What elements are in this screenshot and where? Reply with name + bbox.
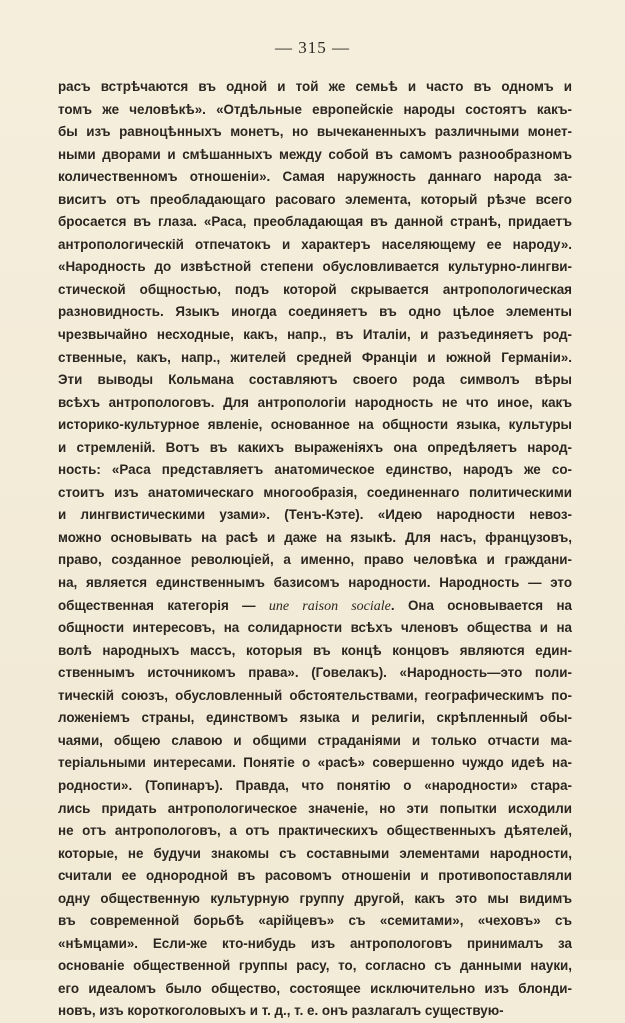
text-line: расъ встрѣчаются въ одной и той же семьѣ и часто въ одномъ и bbox=[58, 79, 572, 94]
text-line: лись придать антропологическое значеніе, но эти попытки исходили bbox=[58, 800, 572, 816]
text-line: Эти выводы Кольмана составляютъ своего рода символъ вѣры bbox=[58, 372, 572, 388]
text-line: общности интересовъ, на солидарности всѣхъ членовъ общества и на bbox=[58, 620, 572, 636]
text-line: количественномъ отношеніи». Самая наружность даннаго народа за- bbox=[58, 169, 572, 185]
text-line: ственные, какъ, напр., жителей средней Франціи и южной Германіи». bbox=[58, 349, 572, 365]
text-line: считали ее однородной въ расовомъ отношеніи и противопоставляли bbox=[58, 868, 572, 884]
body-text bbox=[58, 76, 572, 1023]
text-line: виситъ отъ преобладающаго расоваго элемента, который рѣзче всего bbox=[58, 191, 572, 207]
text-line: одну общественную культурную группу другой, какъ это мы видимъ bbox=[58, 890, 572, 906]
text-line: ложеніемъ страны, единствомъ языка и религіи, скрѣпленный обы- bbox=[58, 710, 572, 726]
text-line: ность: «Раса представляетъ анатомическое единство, народъ же со- bbox=[58, 462, 572, 478]
text-line: на, является единственнымъ базисомъ народности. Народность — это bbox=[58, 575, 572, 591]
text-line: можно основывать на расѣ и даже на языкѣ. Для насъ, французовъ, bbox=[58, 529, 572, 545]
text-line: его идеаломъ было общество, состоящее исключительно изъ блонди- bbox=[58, 980, 572, 996]
text-line: общественная категорія — une raison sociale. Она основывается на bbox=[58, 597, 572, 614]
text-line: ственнымъ источникомъ права». (Говелакъ). «Народность—это поли- bbox=[58, 665, 572, 681]
text-line: бы изъ равноцѣнныхъ монетъ, но вычеканенныхъ различными монет- bbox=[58, 124, 572, 140]
text-line: тическій союзъ, обусловленный обстоятельствами, географическимъ по- bbox=[58, 687, 572, 703]
text-line: новъ, изъ короткоголовыхъ и т. д., т. е. онъ разлагалъ существую- bbox=[58, 1003, 504, 1019]
text-line: родности». (Топинаръ). Правда, что понятію о «народности» стара- bbox=[58, 777, 572, 793]
text-line: «Народность до извѣстной степени обусловливается культурно-лингви- bbox=[58, 259, 572, 275]
text-line: которые, не будучи знакомы съ составными элементами народности, bbox=[58, 845, 572, 861]
text-line: стической общностью, подъ которой скрывается антропологическая bbox=[58, 281, 572, 297]
text-line: разновидность. Языкъ иногда соединяетъ въ одно цѣлое элементы bbox=[58, 304, 572, 320]
page-number: — 315 — bbox=[275, 38, 350, 57]
text-line: основаніе общественной группы расу, то, согласно съ данными науки, bbox=[58, 958, 572, 974]
text-line: всѣхъ антропологовъ. Для антропологіи народность не что иное, какъ bbox=[58, 394, 572, 410]
italic-phrase: une raison sociale bbox=[268, 598, 391, 614]
text-line: антропологическій отпечатокъ и характеръ населяющему ее народу». bbox=[58, 236, 572, 252]
text-line: чрезвычайно несходные, какъ, напр., въ Италіи, и разъединяетъ род- bbox=[58, 327, 572, 343]
text-line: стоитъ изъ анатомическаго многообразія, соединеннаго политическими bbox=[58, 484, 572, 500]
text-line: право, созданное революціей, а именно, право человѣка и граждани- bbox=[58, 552, 572, 568]
text-line: бросается въ глаза. «Раса, преобладающая въ данной странѣ, придаетъ bbox=[58, 214, 572, 230]
text-line: ными дворами и смѣшанныхъ между собой въ самомъ разнообразномъ bbox=[58, 146, 572, 162]
text-line: «нѣмцами». Если-же кто-нибудь изъ антропологовъ принималъ за bbox=[58, 935, 572, 951]
text-line: волѣ народныхъ массъ, которыя въ концѣ концовъ являются един- bbox=[58, 642, 572, 658]
text-line: историко-культурное явленіе, основанное на общности языка, культуры bbox=[58, 417, 572, 433]
text-line: теріальными интересами. Понятіе о «расѣ» совершенно чуждо идеѣ на- bbox=[58, 755, 572, 771]
text-line: не отъ антропологовъ, а отъ практическихъ общественныхъ дѣятелей, bbox=[58, 823, 572, 839]
text-line: и стремленій. Вотъ въ какихъ выраженіяхъ она опредѣляетъ народ- bbox=[58, 439, 572, 455]
text-line: и лингвистическими узами». (Тенъ-Кэте). «Идею народности невоз- bbox=[58, 507, 572, 523]
text-line: чаями, общею славою и общими страданіями и только отчасти ма- bbox=[58, 732, 572, 748]
text-line: томъ же человѣкѣ». «Отдѣльные европейскіе народы состоятъ какъ- bbox=[58, 101, 572, 117]
text-line: въ современной борьбѣ «арійцевъ» съ «семитами», «чеховъ» съ bbox=[58, 913, 572, 929]
